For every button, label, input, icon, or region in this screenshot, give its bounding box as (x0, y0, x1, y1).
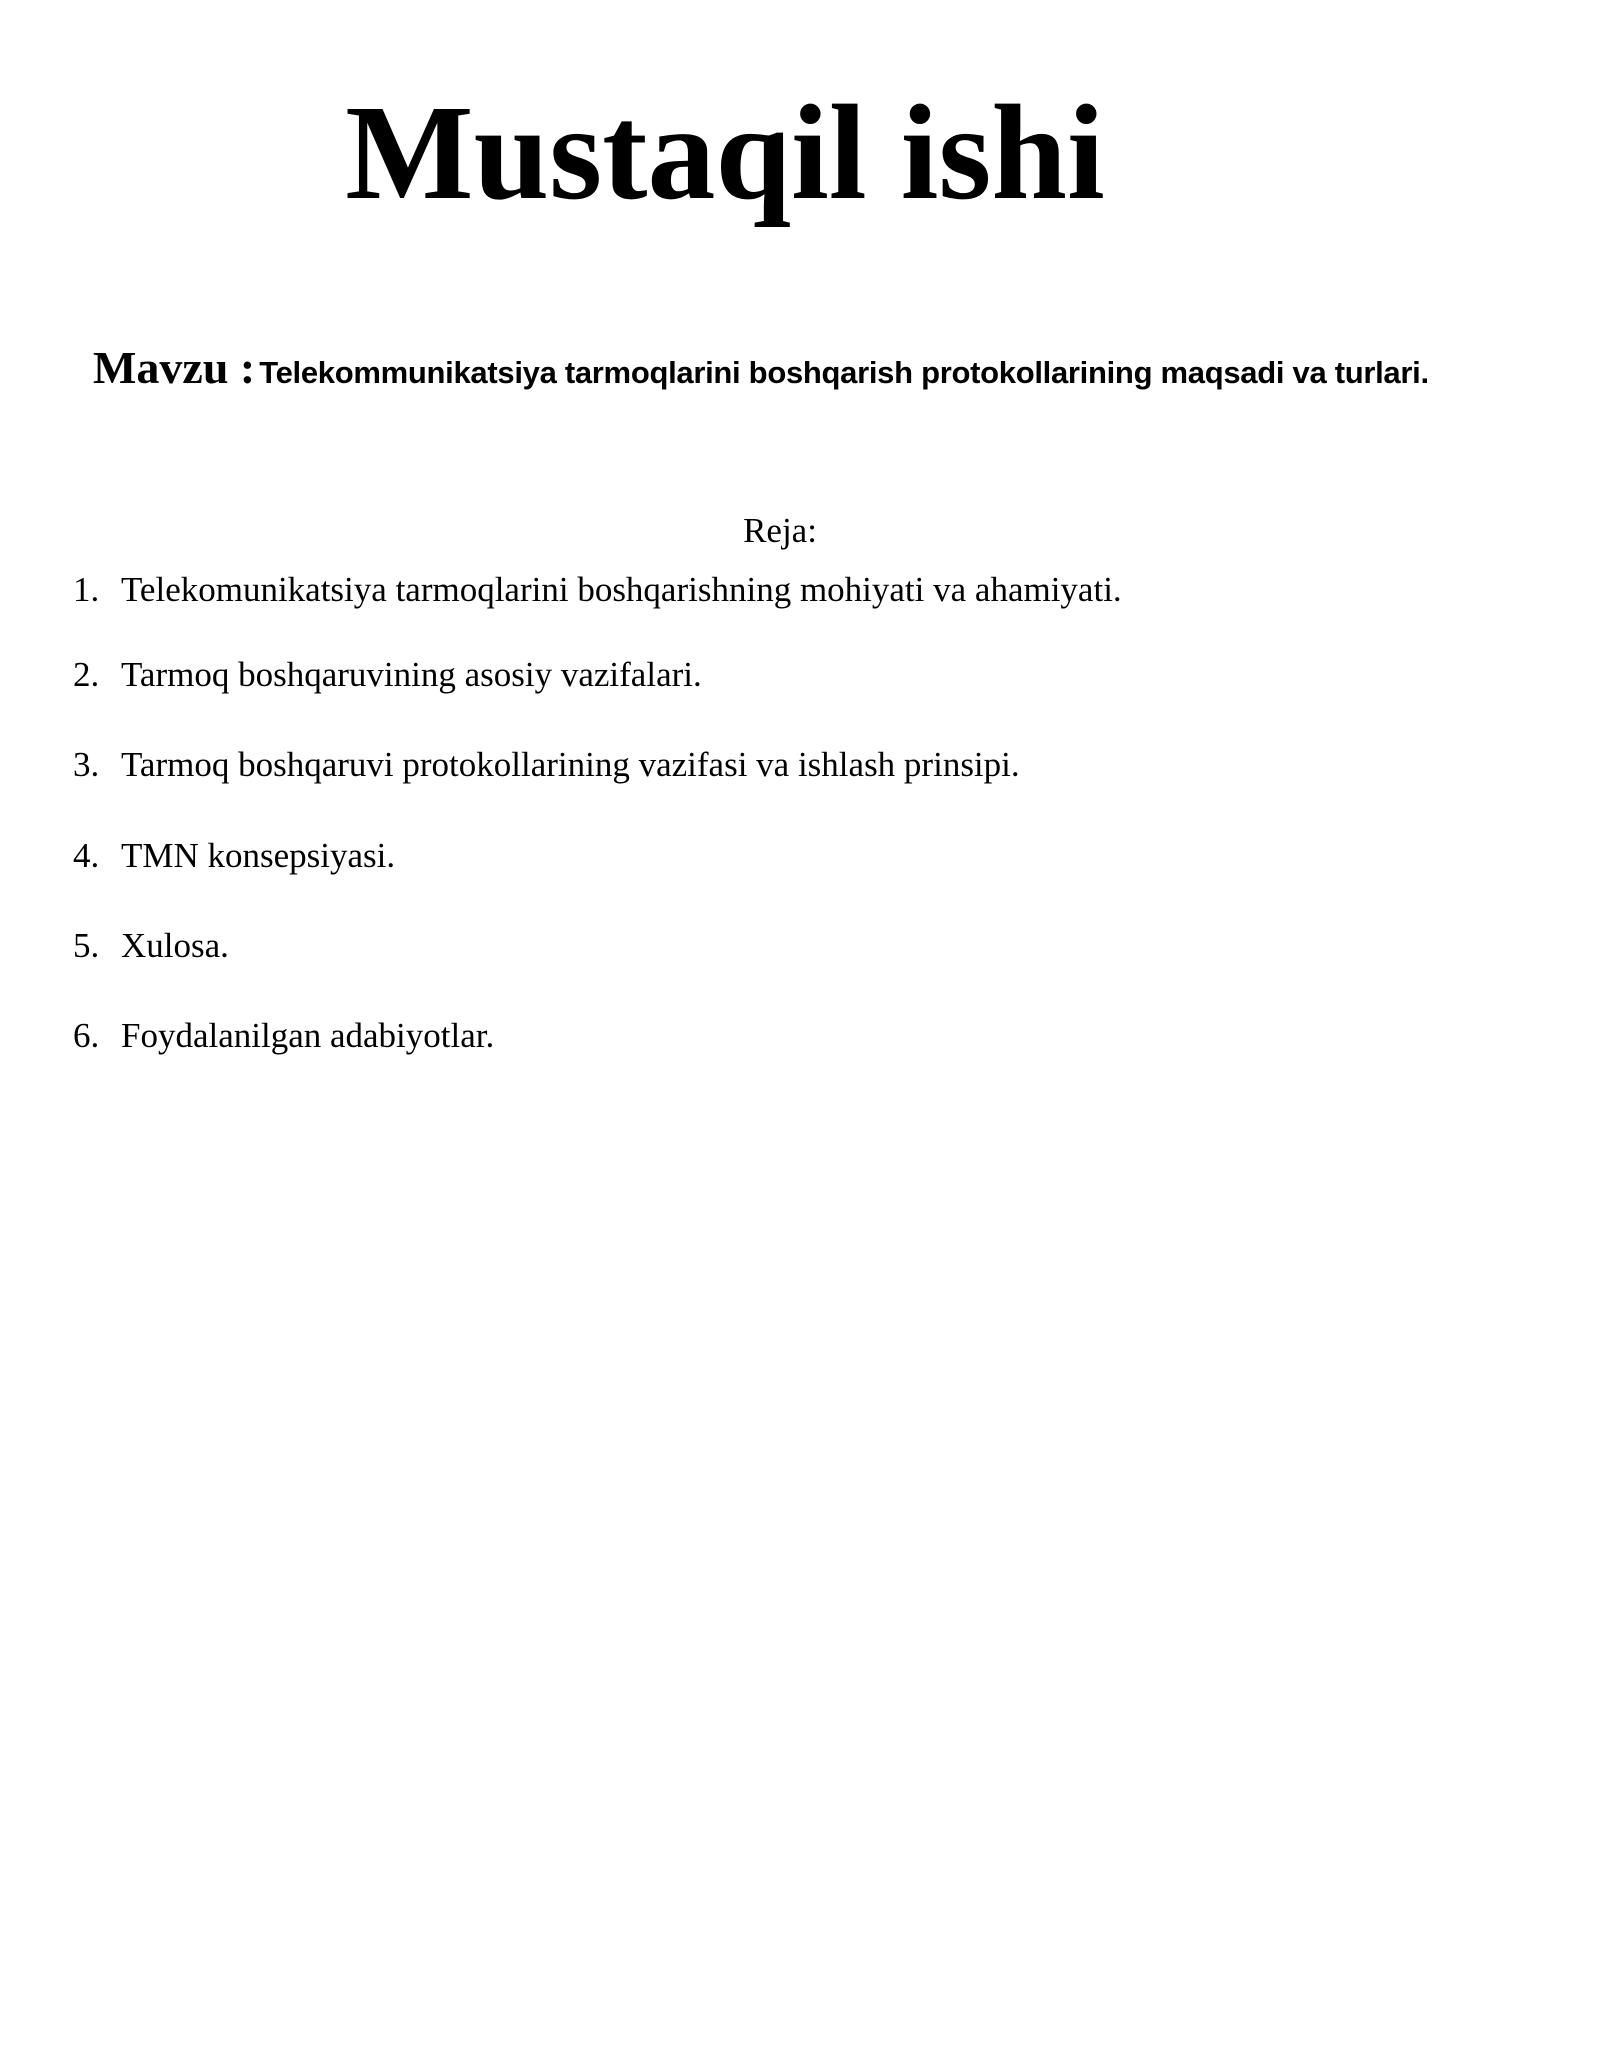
plan-item (73, 742, 1020, 788)
topic-line (93, 338, 1573, 403)
plan-item-number: 2. (73, 655, 100, 694)
plan-item-text: Foydalanilgan adabiyotlar. (121, 1016, 495, 1055)
plan-item (73, 1013, 494, 1059)
plan-item-number: 4. (73, 836, 100, 875)
plan-item-text: Tarmoq boshqaruvining asosiy vazifalari. (121, 655, 702, 694)
topic-text: Telekommunikatsiya tarmoqlarini boshqarish protokollarining maqsadi va turlari. (259, 355, 1429, 390)
document-title: Mustaqil ishi (345, 78, 1105, 228)
plan-item-number: 5. (73, 926, 100, 965)
plan-item (73, 923, 229, 969)
plan-item (73, 833, 395, 879)
plan-item (73, 652, 702, 698)
plan-item-number: 6. (73, 1016, 100, 1055)
topic-label: Mavzu : (93, 342, 256, 393)
plan-item-number: 1. (73, 570, 100, 609)
plan-item-text: Telekomunikatsiya tarmoqlarini boshqarishning mohiyati va ahamiyati. (121, 570, 1122, 609)
plan-item-text: Xulosa. (121, 926, 229, 965)
plan-item-text: TMN konsepsiyasi. (121, 836, 396, 875)
plan-heading: Reja: (743, 511, 817, 550)
plan-item (73, 567, 1122, 613)
plan-item-number: 3. (73, 745, 100, 784)
plan-item-text: Tarmoq boshqaruvi protokollarining vazifasi va ishlash prinsipi. (121, 745, 1020, 784)
